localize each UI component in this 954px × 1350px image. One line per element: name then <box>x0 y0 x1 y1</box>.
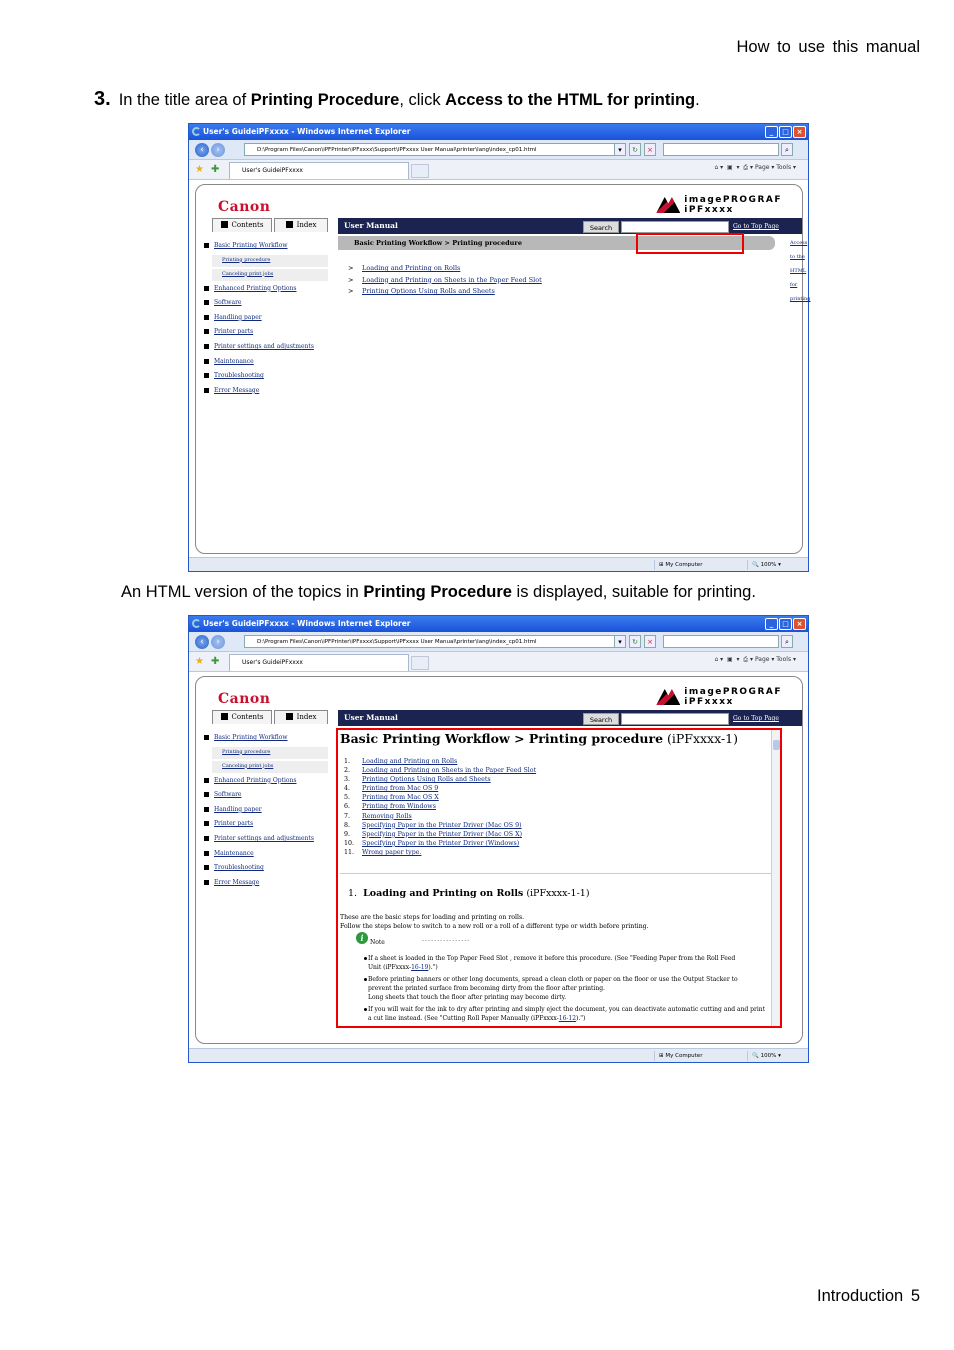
maximize-button[interactable]: □ <box>779 618 792 630</box>
list-number: 2. <box>344 767 351 775</box>
zoom-control[interactable]: 🔍 100% ▾ <box>747 560 802 570</box>
list-number: 5. <box>344 794 351 802</box>
command-bar[interactable]: ⌂ ▾ ▣ ▾ ⎙ ▾ Page ▾ Tools ▾ <box>714 656 796 663</box>
sidebar-item-maintenance[interactable]: Maintenance <box>204 356 328 371</box>
bullet1-line-a: If a sheet is loaded in the Top Paper Feed Slot , remove it before this procedure. (See "Feeding Paper from the Roll Feed <box>368 955 736 962</box>
section-heading <box>348 888 590 899</box>
list-number: 10. <box>344 839 355 847</box>
caption <box>121 583 756 602</box>
favorites-bar <box>189 160 808 180</box>
list-number: 11. <box>344 848 355 856</box>
browser-window-1 <box>188 123 809 572</box>
forward-icon[interactable]: › <box>211 635 225 649</box>
body-line-2: Follow the steps below to switch to a new roll or a roll of a different type or width before printing. <box>340 923 649 930</box>
index-icon <box>286 713 293 720</box>
browser-window-2 <box>188 615 809 1063</box>
canon-logo: Canon <box>218 691 271 707</box>
print-heading-title: Basic Printing Workflow > Printing procedure <box>340 731 664 746</box>
divider <box>340 873 778 874</box>
sidebar-item-basic-printing[interactable]: Basic Printing Workflow <box>204 240 328 255</box>
page-content <box>195 676 803 1044</box>
list-number: 9. <box>344 830 351 838</box>
address-input[interactable]: D:\Program Files\Canon\iPFPrinter\iPFxxxx\Support\iPFxxxx User Manual\printer\lang\index_cp01.html <box>244 635 624 648</box>
address-bar <box>189 140 808 160</box>
sidebar-item-software[interactable]: Software <box>204 789 328 804</box>
section-number: 1. <box>348 888 358 899</box>
step-3 <box>94 88 700 111</box>
topic-link[interactable]: Printing Options Using Rolls and Sheets <box>362 287 495 296</box>
bullet1-pre: Unit (iPFxxxx- <box>368 964 412 971</box>
print-topic-link[interactable]: Specifying Paper in the Printer Driver (Mac OS 9) <box>362 821 522 829</box>
sidebar-item-basic-printing[interactable]: Basic Printing Workflow <box>204 732 328 747</box>
back-icon[interactable]: ‹ <box>195 635 209 649</box>
caption-post: is displayed, suitable for printing. <box>511 583 756 601</box>
list-item: > Loading and Printing on Sheets in the Paper Feed Slot <box>348 275 542 284</box>
breadcrumb-text: Basic Printing Workflow > Printing procedure <box>354 239 522 247</box>
tab-index-label: Index <box>296 713 317 721</box>
manual-search-input[interactable] <box>621 713 729 725</box>
print-heading <box>340 731 738 746</box>
manual-title: User Manual <box>344 713 398 722</box>
sidebar-sub-printing-procedure[interactable]: Printing procedure <box>212 747 328 760</box>
list-item <box>344 812 536 821</box>
sidebar-item-software[interactable]: Software <box>204 297 328 312</box>
ie-icon <box>192 127 201 136</box>
browser-tab[interactable]: User's GuideiPFxxxx <box>229 162 409 179</box>
browser-tab[interactable]: User's GuideiPFxxxx <box>229 654 409 671</box>
step-text-mid: , click <box>399 91 446 109</box>
sidebar-item-printer-settings[interactable]: Printer settings and adjustments <box>204 833 328 848</box>
bullet3-line-a: If you will wait for the ink to dry after printing and simply eject the document, you can deactivate automatic cutting and and print <box>368 1006 766 1013</box>
sidebar <box>204 240 328 399</box>
favorites-star-icon[interactable]: ★ <box>195 164 204 175</box>
sidebar-item-maintenance[interactable]: Maintenance <box>204 848 328 863</box>
window-title: User's GuideiPFxxxx - Windows Internet Explorer <box>203 619 411 628</box>
sidebar-item-handling-paper[interactable]: Handling paper <box>204 312 328 327</box>
bullet1-post: ).") <box>428 964 438 971</box>
bullet2-line-a: Before printing banners or other long documents, spread a clean cloth or paper on the floor or use the Output Stacker to <box>368 976 738 983</box>
sidebar-item-troubleshooting[interactable]: Troubleshooting <box>204 862 328 877</box>
search-icon[interactable]: ⌕ <box>781 143 793 156</box>
topic-list <box>348 263 542 298</box>
sidebar-item-handling-paper[interactable]: Handling paper <box>204 804 328 819</box>
tab-index[interactable] <box>274 218 328 232</box>
print-topic-link[interactable]: Loading and Printing on Sheets in the Paper Feed Slot <box>362 767 537 775</box>
window-title: User's GuideiPFxxxx - Windows Internet Explorer <box>203 127 411 136</box>
ie-icon <box>192 619 201 628</box>
dropdown-icon[interactable]: ▾ <box>614 143 626 156</box>
forward-icon[interactable]: › <box>211 143 225 157</box>
sidebar-sub-canceling[interactable]: Canceling print jobs <box>212 761 328 774</box>
new-tab-button[interactable] <box>411 656 429 670</box>
note-label: Note <box>370 939 385 946</box>
print-topic-link[interactable]: Removing Rolls <box>362 812 412 820</box>
brand-mark-icon <box>656 197 680 213</box>
section-body <box>340 913 649 931</box>
tab-contents-label: Contents <box>231 713 264 721</box>
index-icon <box>286 221 293 228</box>
print-topic-link[interactable]: Printing from Windows <box>362 803 436 811</box>
bullet2-line-b: prevent the printed surface from becoming dirty from the floor after printing. <box>368 985 605 992</box>
body-line-1: These are the basic steps for loading and printing on rolls. <box>340 914 525 921</box>
zone-indicator: ⊞ My Computer <box>654 1051 744 1061</box>
list-number: 1. <box>344 758 351 765</box>
list-item <box>344 775 536 784</box>
list-item <box>344 793 536 802</box>
list-number: 3. <box>344 776 351 784</box>
scrollbar[interactable] <box>771 730 780 1026</box>
status-bar <box>189 557 808 571</box>
sidebar-item-troubleshooting[interactable]: Troubleshooting <box>204 370 328 385</box>
list-item <box>344 802 536 811</box>
zoom-label: 100% <box>760 562 777 568</box>
print-topic-link[interactable]: Printing Options Using Rolls and Sheets <box>362 776 491 784</box>
minimize-button[interactable]: _ <box>765 126 778 138</box>
list-item: > Loading and Printing on Rolls <box>348 264 461 272</box>
go-to-top-link[interactable]: Go to Top Page <box>733 715 779 722</box>
list-item <box>344 784 536 793</box>
brand-logo <box>684 687 782 707</box>
tab-contents[interactable] <box>212 710 272 724</box>
manual-title: User Manual <box>344 221 398 230</box>
zone-indicator: ⊞ My Computer <box>654 560 744 570</box>
maximize-button[interactable]: □ <box>779 126 792 138</box>
status-bar <box>189 1048 808 1062</box>
list-item <box>344 848 536 857</box>
tab-index[interactable] <box>274 710 328 724</box>
topic-link[interactable]: Loading and Printing on Sheets in the Paper Feed Slot <box>362 275 542 284</box>
manual-search-input[interactable] <box>621 221 729 233</box>
caption-bold: Printing Procedure <box>363 583 512 601</box>
topic-link[interactable]: Loading and Printing on Rolls <box>362 264 461 272</box>
tab-contents[interactable] <box>212 218 272 232</box>
section-code: (iPFxxxx-1-1) <box>523 888 590 899</box>
list-item <box>344 757 536 766</box>
scroll-thumb[interactable] <box>773 740 780 750</box>
running-header: How to use this manual <box>736 38 920 56</box>
address-bar <box>189 632 808 652</box>
note-bullet-3 <box>368 1005 778 1023</box>
sidebar-item-error-message[interactable]: Error Message <box>204 385 328 400</box>
minimize-button[interactable]: _ <box>765 618 778 630</box>
page-content <box>195 184 811 554</box>
highlight-box <box>636 233 744 254</box>
list-item <box>344 830 536 839</box>
note-icon: i <box>356 932 368 944</box>
brand-line1: imagePROGRAF <box>684 687 782 697</box>
sidebar-item-enhanced[interactable]: Enhanced Printing Options <box>204 775 328 790</box>
print-heading-code: (iPFxxxx-1) <box>663 731 738 746</box>
address-input[interactable]: D:\Program Files\Canon\iPFPrinter\iPFxxxx\Support\iPFxxxx User Manual\printer\lang\index_cp01.html <box>244 143 624 156</box>
print-view-panel <box>336 728 782 1028</box>
step-text-pre: In the title area of <box>118 91 251 109</box>
note-divider: ---------------- <box>422 937 471 944</box>
go-to-top-link[interactable]: Go to Top Page <box>733 223 779 230</box>
refresh-icon[interactable]: ↻ <box>629 143 641 156</box>
dropdown-icon[interactable]: ▾ <box>614 635 626 648</box>
bullet1-ref-link[interactable]: 16-19 <box>411 964 429 971</box>
stop-icon[interactable]: × <box>644 143 656 156</box>
step-bold-procedure: Printing Procedure <box>250 91 400 109</box>
list-item: > Printing Options Using Rolls and Sheets <box>348 287 495 296</box>
zone-label: My Computer <box>665 562 703 568</box>
tab-index-label: Index <box>296 221 317 229</box>
add-favorite-icon[interactable]: ✚ <box>211 164 220 175</box>
canon-logo: Canon <box>218 199 271 215</box>
list-number: 6. <box>344 803 351 811</box>
bullet3-post: ).") <box>576 1015 586 1022</box>
bullet3-line-b <box>368 1014 778 1023</box>
stop-icon[interactable]: × <box>644 635 656 648</box>
list-item <box>344 766 536 775</box>
section-title: Loading and Printing on Rolls <box>363 888 524 899</box>
sidebar-item-printer-parts[interactable]: Printer parts <box>204 326 328 341</box>
note-bullet-1 <box>368 954 778 972</box>
brand-line2: iPFxxxx <box>684 205 734 215</box>
search-input[interactable] <box>663 143 779 156</box>
close-button[interactable]: × <box>793 618 806 630</box>
sidebar-item-error-message[interactable]: Error Message <box>204 877 328 892</box>
sidebar-item-enhanced[interactable]: Enhanced Printing Options <box>204 283 328 298</box>
sidebar <box>204 732 328 891</box>
brand-logo <box>684 195 782 215</box>
print-topic-link[interactable]: Specifying Paper in the Printer Driver (Windows) <box>362 839 520 847</box>
command-bar[interactable]: ⌂ ▾ ▣ ▾ ⎙ ▾ Page ▾ Tools ▾ <box>714 164 796 171</box>
tools-menu[interactable]: Page ▾ Tools ▾ <box>754 164 796 171</box>
title-bar <box>189 616 808 632</box>
favorites-bar <box>189 652 808 672</box>
brand-line2: iPFxxxx <box>684 697 734 707</box>
zoom-control[interactable]: 🔍 100% ▾ <box>747 1051 802 1061</box>
list-item <box>344 839 536 848</box>
refresh-icon[interactable]: ↻ <box>629 635 641 648</box>
zoom-label: 100% <box>760 1053 777 1059</box>
caption-pre: An HTML version of the topics in <box>121 583 364 601</box>
bullet1-line-b <box>368 963 778 972</box>
step-bold-access: Access to the HTML for printing <box>445 91 696 109</box>
search-input[interactable] <box>663 635 779 648</box>
print-topic-link[interactable]: Loading and Printing on Rolls <box>362 758 458 765</box>
search-icon[interactable]: ⌕ <box>781 635 793 648</box>
access-html-link[interactable]: Access to the HTML for printing <box>790 240 811 302</box>
sidebar-item-printer-settings[interactable]: Printer settings and adjustments <box>204 341 328 356</box>
print-topic-link[interactable]: Specifying Paper in the Printer Driver (Mac OS X) <box>362 830 523 838</box>
brand-mark-icon <box>656 689 680 705</box>
manual-search-button[interactable]: Search <box>583 713 619 725</box>
print-topic-link[interactable]: Printing from Mac OS X <box>362 794 439 802</box>
bullet3-pre: a cut line instead. (See "Cutting Roll Paper Manually (iPFxxxx- <box>368 1015 559 1022</box>
favorites-star-icon[interactable]: ★ <box>195 656 204 667</box>
zone-label: My Computer <box>665 1053 703 1059</box>
back-icon[interactable]: ‹ <box>195 143 209 157</box>
sidebar-sub-canceling[interactable]: Canceling print jobs <box>212 269 328 282</box>
new-tab-button[interactable] <box>411 164 429 178</box>
list-number: 8. <box>344 821 351 829</box>
list-number: 7. <box>344 812 351 820</box>
sidebar-item-printer-parts[interactable]: Printer parts <box>204 818 328 833</box>
title-bar <box>189 124 808 140</box>
bullet3-ref-link[interactable]: 16-12 <box>558 1015 577 1022</box>
print-topic-link[interactable]: Wrong paper type. <box>362 848 422 856</box>
print-topic-link[interactable]: Printing from Mac OS 9 <box>362 785 439 793</box>
page-footer: Introduction 5 <box>817 1287 920 1305</box>
tab-contents-label: Contents <box>231 221 264 229</box>
list-number: 4. <box>344 785 351 793</box>
manual-search-button[interactable]: Search <box>583 221 619 233</box>
sidebar-sub-printing-procedure[interactable]: Printing procedure <box>212 255 328 268</box>
note-bullet-2 <box>368 975 778 1002</box>
add-favorite-icon[interactable]: ✚ <box>211 656 220 667</box>
contents-icon <box>221 221 228 228</box>
list-item <box>344 821 536 830</box>
step-number: 3. <box>94 88 111 110</box>
bullet2-line-c: Long sheets that touch the floor after printing may become dirty. <box>368 994 567 1001</box>
tools-menu[interactable]: Page ▾ Tools ▾ <box>754 656 796 663</box>
step-text-post: . <box>695 91 700 109</box>
close-button[interactable]: × <box>793 126 806 138</box>
contents-icon <box>221 713 228 720</box>
print-topic-list <box>344 757 536 857</box>
brand-line1: imagePROGRAF <box>684 195 782 205</box>
